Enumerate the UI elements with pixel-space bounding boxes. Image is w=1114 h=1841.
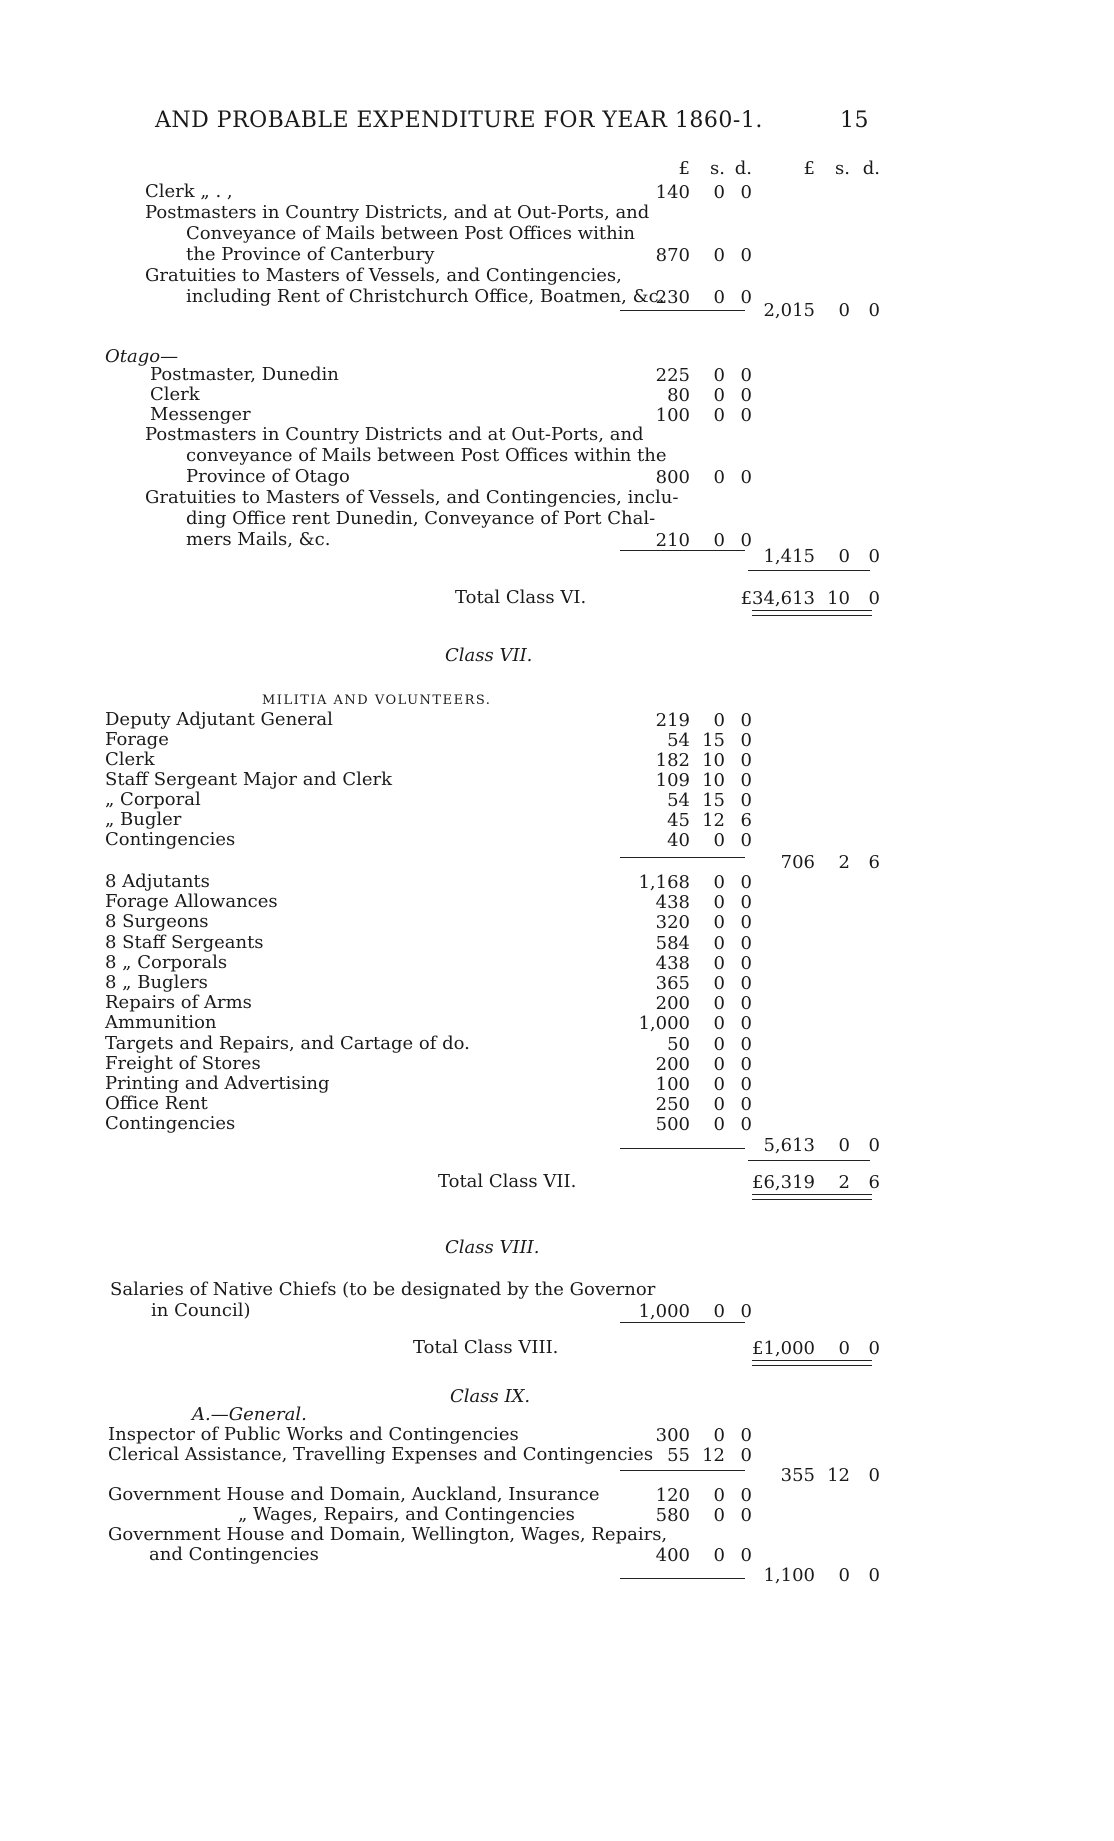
class-vii-line: Repairs of Arms: [105, 992, 252, 1014]
class-vii-amount-pounds: 438: [655, 892, 690, 914]
otago-amount-pounds: 225: [655, 365, 690, 386]
class-vii-amount-pence: 0: [740, 830, 752, 851]
class-vii-amount-pounds: 438: [655, 952, 690, 974]
class-vii-amount-pence: 0: [740, 790, 752, 811]
class-vii-amount-shillings: 0: [713, 1053, 725, 1075]
class-vii-amount-shillings: 0: [713, 973, 725, 994]
class-ix-group2-subtotal-shillings: 0: [838, 1565, 850, 1586]
class-vii-amount-pounds: 50: [667, 1033, 690, 1055]
class-vii-amount-pounds: 200: [655, 1053, 690, 1075]
class-vii-amount-pounds: 1,168: [638, 872, 690, 893]
class-vii-amount-pence: 0: [740, 750, 752, 771]
class-vii-amount-pence: 6: [740, 810, 752, 831]
class-ix-group2-subtotal-pounds: 1,100: [763, 1565, 815, 1586]
class-ix-amount-pence: 0: [740, 1545, 752, 1566]
class-vii-amount-shillings: 15: [702, 730, 725, 751]
otago-subtotal-pence: 0: [868, 546, 880, 567]
class-ix-group1-subtotal-pence: 0: [868, 1465, 880, 1486]
class-vii-amount-pence: 0: [740, 912, 752, 934]
class-ix-amount-pounds: 300: [655, 1425, 690, 1446]
otago-amount-shillings: 0: [713, 405, 725, 426]
class-viii-rule: [620, 1322, 745, 1323]
class-ix-amount-pence: 0: [740, 1445, 752, 1466]
otago-amount-shillings: 0: [713, 467, 725, 488]
otago-heading: Otago—: [105, 346, 179, 367]
total-class-vii-label: Total Class VII.: [438, 1171, 577, 1192]
class-ix-line: Inspector of Public Works and Contingencies: [108, 1424, 519, 1445]
class-vii-line: Ammunition: [105, 1012, 217, 1034]
canterbury-amount-pence: 0: [740, 287, 752, 308]
page-number: 15: [840, 108, 869, 133]
class-vii-amount-pence: 0: [740, 872, 752, 893]
otago-amount-pounds: 80: [667, 385, 690, 406]
otago-amount-pounds: 100: [655, 405, 690, 426]
page-header: AND PROBABLE EXPENDITURE FOR YEAR 1860-1.: [155, 108, 763, 133]
class-vii-amount-pounds: 365: [655, 973, 690, 994]
class-vii-amount-pounds: 100: [655, 1074, 690, 1095]
class-ix-amount-shillings: 0: [713, 1545, 725, 1566]
class-vii-amount-shillings: 0: [713, 892, 725, 914]
otago-line: Gratuities to Masters of Vessels, and Contingencies, inclu-: [145, 487, 679, 508]
otago-line: Postmasters in Country Districts and at Out-Ports, and: [145, 424, 644, 445]
class-ix-amount-pence: 0: [740, 1425, 752, 1446]
class-vii-amount-pounds: 45: [667, 810, 690, 831]
class-vii-amount-pence: 0: [740, 710, 752, 731]
otago-amount-pounds: 800: [655, 467, 690, 488]
class-vii-line: „ Bugler: [105, 809, 182, 830]
otago-amount-pence: 0: [740, 530, 752, 551]
class-vii-group2-subtotal-pence: 0: [868, 1135, 880, 1156]
otago-amount-shillings: 0: [713, 385, 725, 406]
class-vii-amount-shillings: 0: [713, 1094, 725, 1116]
total-class-viii-label: Total Class VIII.: [413, 1337, 559, 1358]
class-vii-group1-subtotal-pounds: 706: [780, 852, 815, 873]
total-class-vi-pence: 0: [868, 588, 880, 609]
otago-line: ding Office rent Dunedin, Conveyance of Port Chal-: [186, 508, 656, 529]
class-vii-amount-pounds: 250: [655, 1094, 690, 1116]
class-ix-group1-subtotal-shillings: 12: [827, 1465, 850, 1486]
column-header: s.: [835, 158, 850, 179]
class-vii-amount-pounds: 500: [655, 1114, 690, 1136]
canterbury-amount-shillings: 0: [713, 245, 725, 266]
class-ix-amount-shillings: 12: [702, 1445, 725, 1466]
class-ix-line: Government House and Domain, Auckland, Insurance: [108, 1484, 600, 1505]
canterbury-line: Clerk „ . ,: [145, 181, 233, 202]
class-vii-amount-pence: 0: [740, 1114, 752, 1136]
total-class-vi-shillings: 10: [827, 588, 850, 609]
class-viii-amount-pence: 0: [740, 1301, 752, 1322]
class-viii-amount-pounds: 1,000: [638, 1301, 690, 1322]
class-vii-amount-pounds: 219: [655, 710, 690, 731]
class-ix-amount-pounds: 120: [655, 1485, 690, 1506]
class-ix-amount-shillings: 0: [713, 1485, 725, 1506]
class-vii-amount-pounds: 109: [655, 770, 690, 791]
class-vii-line: Staff Sergeant Major and Clerk: [105, 769, 393, 790]
canterbury-amount-pence: 0: [740, 182, 752, 203]
class-vii-line: Freight of Stores: [105, 1052, 261, 1074]
class-vii-amount-shillings: 0: [713, 1074, 725, 1095]
canterbury-amount-shillings: 0: [713, 287, 725, 308]
class-vii-amount-shillings: 0: [713, 830, 725, 851]
class-vii-amount-shillings: 0: [713, 710, 725, 731]
class-vii-amount-pounds: 1,000: [638, 1013, 690, 1035]
otago-amount-shillings: 0: [713, 530, 725, 551]
class-ix-line: „ Wages, Repairs, and Contingencies: [238, 1504, 575, 1525]
otago-line: Clerk: [150, 384, 200, 405]
class-vii-line: 8 Adjutants: [105, 871, 210, 892]
otago-line: Province of Otago: [186, 466, 350, 487]
class-ix-amount-shillings: 0: [713, 1505, 725, 1526]
total-class-vii-pence: 6: [868, 1172, 880, 1193]
class-vii-amount-pence: 0: [740, 1053, 752, 1075]
class-ix-line: and Contingencies: [149, 1544, 319, 1565]
column-header: d.: [862, 158, 880, 179]
otago-line: Messenger: [150, 404, 251, 425]
class-ix-heading: Class IX.: [450, 1386, 531, 1407]
class-vii-amount-pence: 0: [740, 1094, 752, 1116]
otago-amount-shillings: 0: [713, 365, 725, 386]
otago-amount-pence: 0: [740, 405, 752, 426]
column-header: s.: [710, 158, 725, 179]
class-ix-amount-pence: 0: [740, 1485, 752, 1506]
total-class-viii-shillings: 0: [838, 1338, 850, 1359]
otago-line: Postmaster, Dunedin: [150, 364, 339, 385]
class-vii-amount-pence: 0: [740, 730, 752, 751]
column-header: d.: [734, 158, 752, 179]
column-header: £: [678, 158, 690, 179]
total-class-vi-pounds: £34,613: [740, 588, 815, 609]
class-vii-line: Forage Allowances: [105, 891, 278, 913]
class-vii-amount-pence: 0: [740, 892, 752, 914]
class-viii-double-rule: [752, 1360, 872, 1366]
class-viii-heading: Class VIII.: [445, 1237, 540, 1258]
class-ix-group2-subtotal-pence: 0: [868, 1565, 880, 1586]
total-class-viii-pence: 0: [868, 1338, 880, 1359]
class-ix-amount-shillings: 0: [713, 1425, 725, 1446]
class-viii-amount-shillings: 0: [713, 1301, 725, 1322]
class-viii-line: Salaries of Native Chiefs (to be designated by the Governor: [110, 1279, 656, 1300]
class-vii-amount-shillings: 0: [713, 1033, 725, 1055]
class-vii-line: Printing and Advertising: [105, 1073, 330, 1094]
class-vii-line: Contingencies: [105, 1113, 236, 1135]
class-vii-amount-pounds: 182: [655, 750, 690, 771]
class-viii-line: in Council): [151, 1300, 251, 1321]
class-vii-line: Office Rent: [105, 1093, 208, 1115]
class-vii-group1-subtotal-shillings: 2: [838, 852, 850, 873]
class-vii-amount-shillings: 0: [713, 872, 725, 893]
otago-amount-pounds: 210: [655, 530, 690, 551]
canterbury-line: Postmasters in Country Districts, and at Out-Ports, and: [145, 202, 650, 223]
canterbury-line: including Rent of Christchurch Office, Boatmen, &c.: [186, 286, 665, 307]
total-class-vi-label: Total Class VI.: [455, 587, 587, 608]
class-vii-group2-subtotal-shillings: 0: [838, 1135, 850, 1156]
class-vii-amount-pounds: 200: [655, 993, 690, 1015]
canterbury-line: Gratuities to Masters of Vessels, and Contingencies,: [145, 265, 622, 286]
canterbury-amount-pounds: 230: [655, 287, 690, 308]
class-vii-amount-pence: 0: [740, 1074, 752, 1095]
class-ix-subheading: A.—General.: [192, 1404, 307, 1425]
class-vii-amount-shillings: 0: [713, 952, 725, 974]
class-vii-amount-pounds: 54: [667, 790, 690, 811]
class-vii-amount-shillings: 0: [713, 993, 725, 1015]
class-vii-amount-shillings: 0: [713, 1013, 725, 1035]
total-class-vii-shillings: 2: [838, 1172, 850, 1193]
canterbury-amount-shillings: 0: [713, 182, 725, 203]
class-ix-amount-pounds: 580: [655, 1505, 690, 1526]
otago-amount-pence: 0: [740, 385, 752, 406]
class-vii-line: 8 Staff Sergeants: [105, 931, 264, 953]
total-class-viii-pounds: £1,000: [752, 1338, 815, 1359]
class-vii-total-rule: [748, 1160, 870, 1161]
class-ix-amount-pounds: 400: [655, 1545, 690, 1566]
class-vii-amount-pounds: 584: [655, 932, 690, 954]
class-vii-amount-shillings: 12: [702, 810, 725, 831]
class-vii-amount-shillings: 0: [713, 912, 725, 934]
canterbury-subtotal-shillings: 0: [838, 300, 850, 321]
class-vii-amount-pence: 0: [740, 1013, 752, 1035]
class-ix-line: Government House and Domain, Wellington, Wages, Repairs,: [108, 1524, 668, 1545]
class-vii-group2-subtotal-pounds: 5,613: [763, 1135, 815, 1156]
class-vii-line: Deputy Adjutant General: [105, 709, 333, 730]
class-vii-group1-subtotal-pence: 6: [868, 852, 880, 873]
class-ix-line: Clerical Assistance, Travelling Expenses and Contingencies: [108, 1444, 654, 1465]
class-ix-group1-subtotal-pounds: 355: [780, 1465, 815, 1486]
canterbury-subtotal-pounds: 2,015: [763, 300, 815, 321]
class-vii-double-rule: [752, 1194, 872, 1200]
class-vii-subheading: MILITIA AND VOLUNTEERS.: [262, 693, 492, 708]
otago-amount-pence: 0: [740, 365, 752, 386]
total-class-vii-pounds: £6,319: [752, 1172, 815, 1193]
otago-subtotal-shillings: 0: [838, 546, 850, 567]
otago-amount-pence: 0: [740, 467, 752, 488]
class-vii-amount-shillings: 15: [702, 790, 725, 811]
class-vii-line: 8 „ Corporals: [105, 951, 228, 973]
class-vii-line: Clerk: [105, 749, 155, 770]
canterbury-line: Conveyance of Mails between Post Offices within: [186, 223, 636, 244]
canterbury-line: the Province of Canterbury: [186, 244, 435, 265]
otago-subtotal-pounds: 1,415: [763, 546, 815, 567]
class-vii-amount-pence: 0: [740, 973, 752, 994]
class-vii-amount-pounds: 40: [667, 830, 690, 851]
class-vii-amount-pence: 0: [740, 1033, 752, 1055]
class-vii-amount-pence: 0: [740, 770, 752, 791]
canterbury-amount-pounds: 140: [655, 182, 690, 203]
class-vii-line: Forage: [105, 729, 169, 750]
class-vi-double-rule: [752, 610, 872, 616]
class-vii-amount-shillings: 0: [713, 932, 725, 954]
class-ix-amount-pence: 0: [740, 1505, 752, 1526]
class-vii-line: 8 Surgeons: [105, 911, 209, 933]
class-vii-line: „ Corporal: [105, 789, 201, 810]
class-vi-rule: [748, 570, 870, 571]
class-vii-amount-shillings: 10: [702, 750, 725, 771]
class-vii-amount-pence: 0: [740, 932, 752, 954]
canterbury-amount-pounds: 870: [655, 245, 690, 266]
canterbury-amount-pence: 0: [740, 245, 752, 266]
column-header: £: [803, 158, 815, 179]
class-ix-amount-pounds: 55: [667, 1445, 690, 1466]
canterbury-subtotal-pence: 0: [868, 300, 880, 321]
class-vii-amount-pence: 0: [740, 952, 752, 974]
class-vii-amount-shillings: 10: [702, 770, 725, 791]
class-vii-amount-pounds: 54: [667, 730, 690, 751]
class-vii-line: Targets and Repairs, and Cartage of do.: [105, 1032, 470, 1054]
otago-line: mers Mails, &c.: [186, 529, 331, 550]
class-vii-line: 8 „ Buglers: [105, 972, 208, 993]
otago-line: conveyance of Mails between Post Offices within the: [186, 445, 667, 466]
class-vii-heading: Class VII.: [445, 645, 533, 666]
class-vii-amount-pounds: 320: [655, 912, 690, 934]
class-vii-line: Contingencies: [105, 829, 236, 850]
class-vii-amount-shillings: 0: [713, 1114, 725, 1136]
class-vii-amount-pence: 0: [740, 993, 752, 1015]
